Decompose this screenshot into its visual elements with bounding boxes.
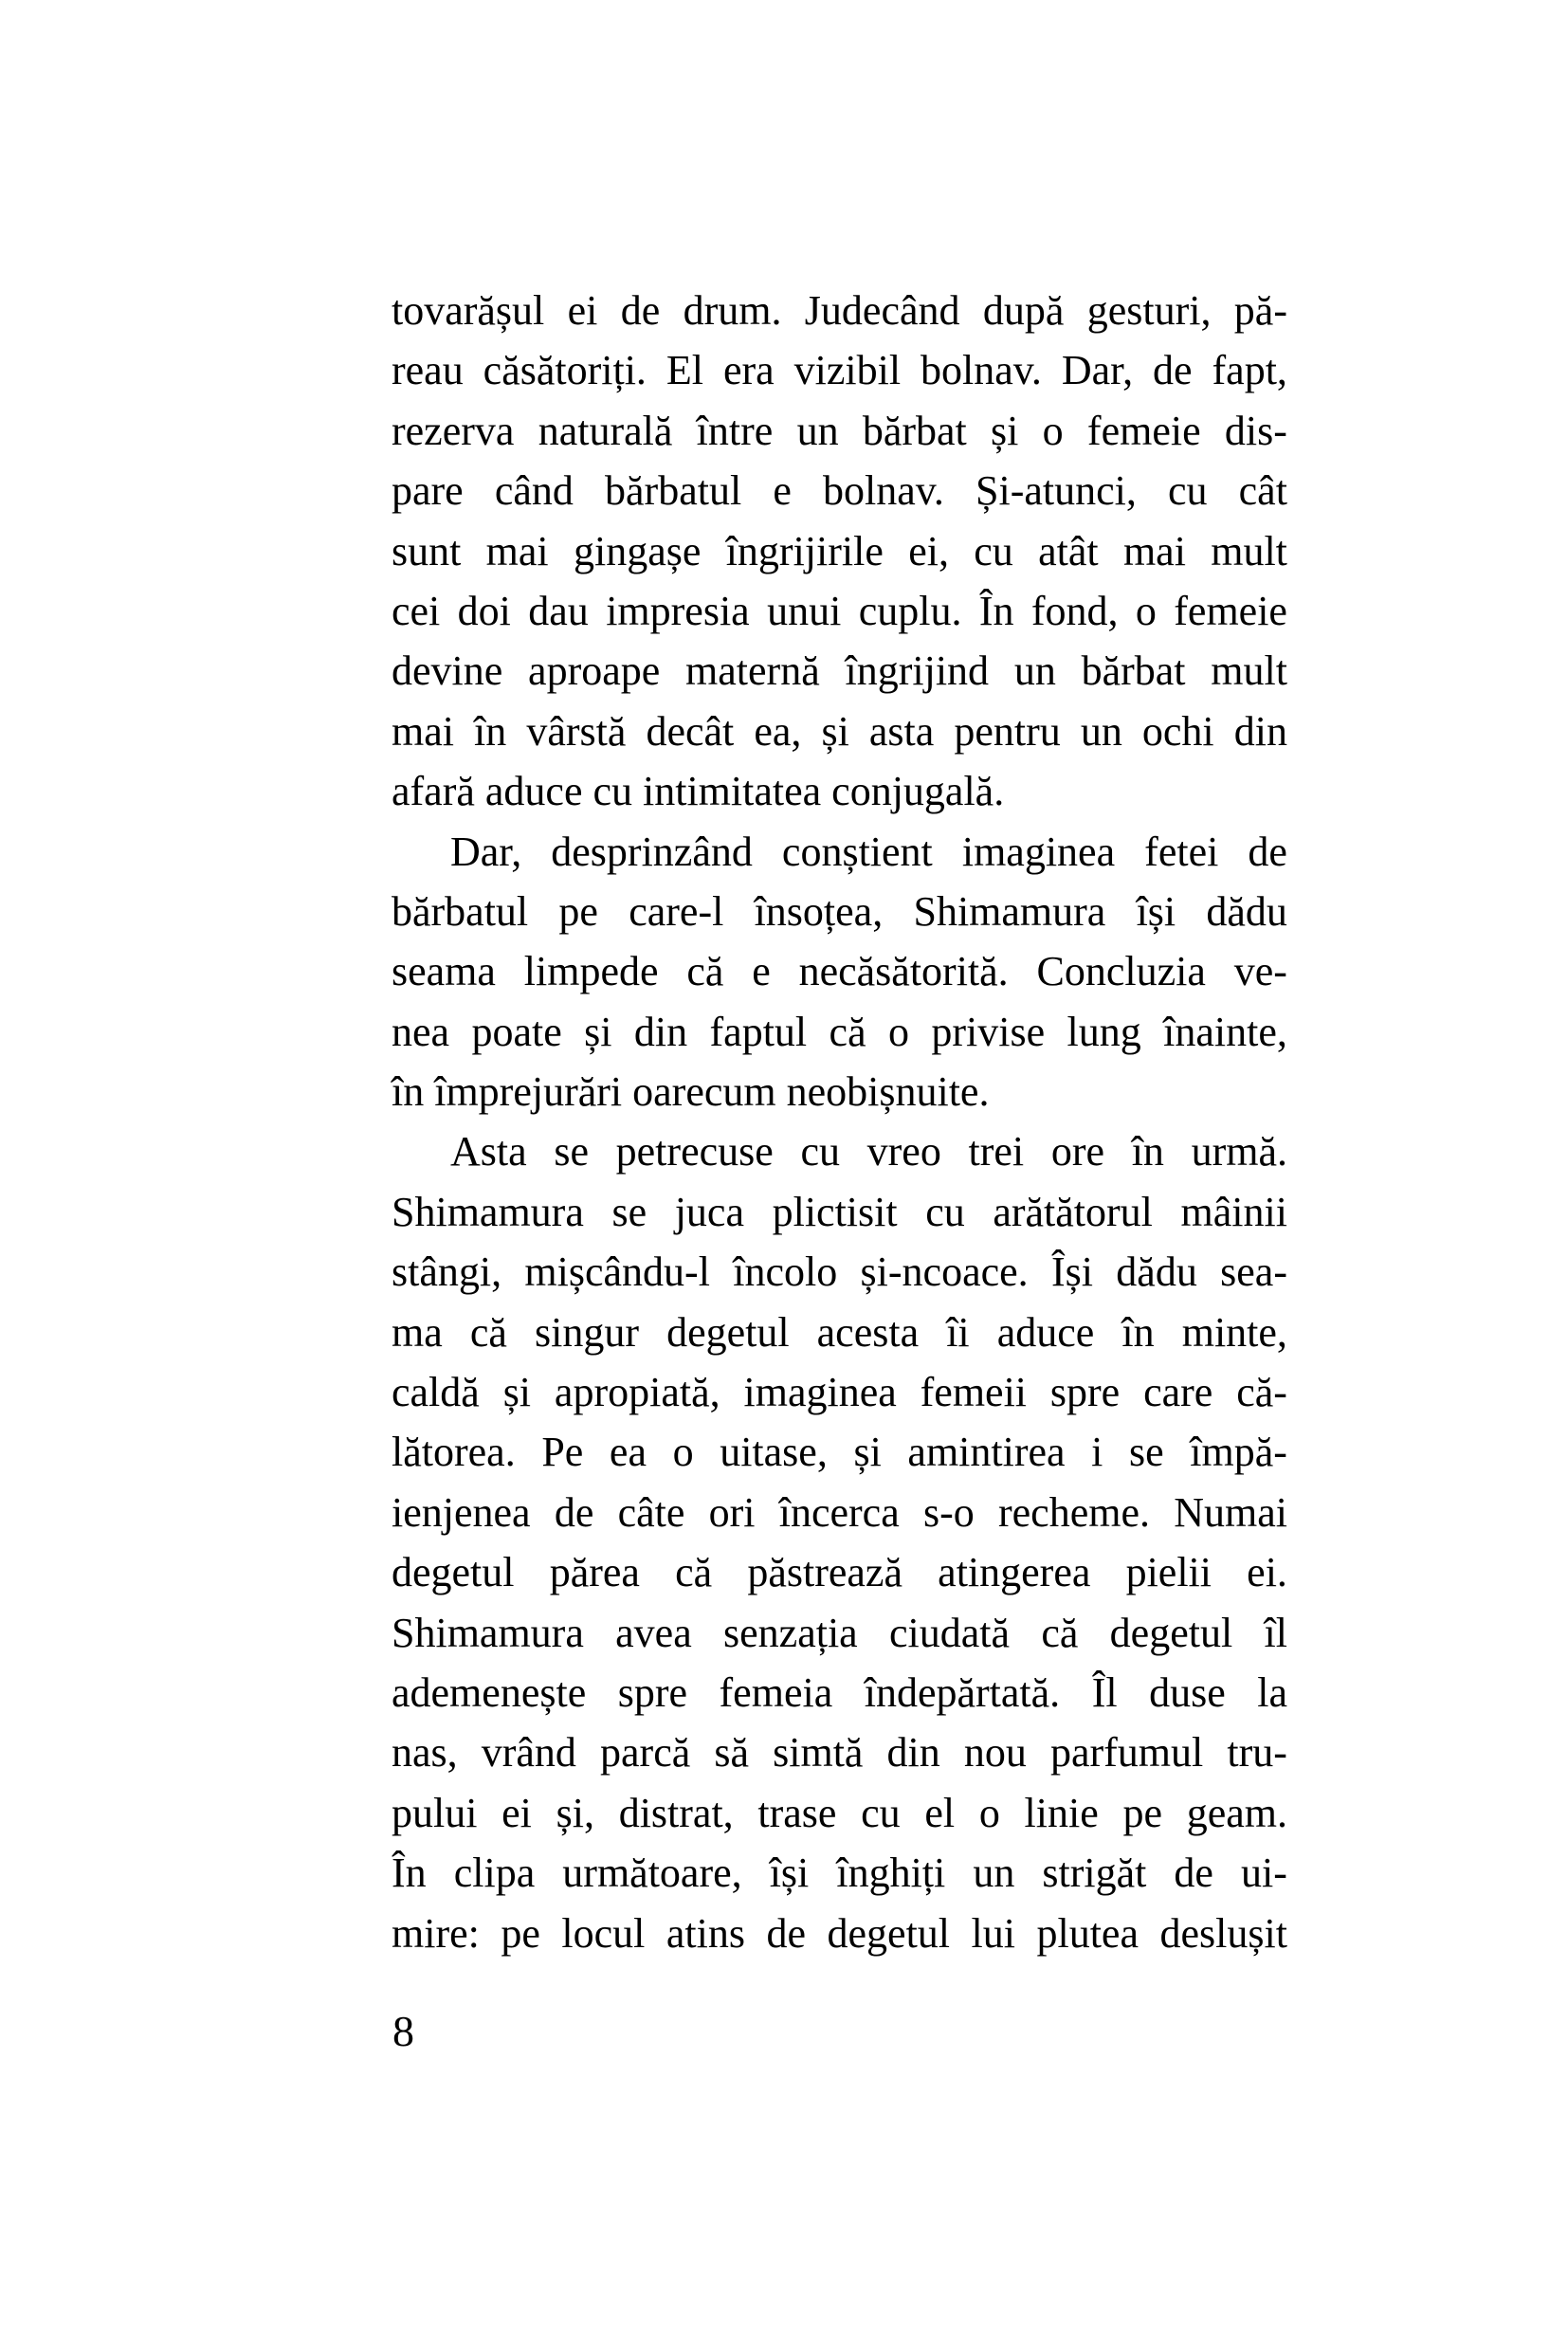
word: aduce — [996, 1308, 1095, 1356]
word: ochi — [1141, 707, 1214, 755]
word: cu — [1168, 467, 1208, 515]
word: și — [991, 407, 1019, 454]
word: care-l — [629, 887, 724, 935]
word: ore — [1050, 1128, 1105, 1176]
word: ui- — [1241, 1850, 1287, 1897]
word: ademenește — [392, 1668, 587, 1716]
word: seama — [392, 948, 496, 995]
text-line — [392, 521, 1287, 581]
text-line — [392, 340, 1287, 400]
word: Și-atunci, — [975, 467, 1137, 515]
word: geam. — [1186, 1789, 1287, 1836]
word: că- — [1236, 1369, 1287, 1416]
word: dis- — [1224, 407, 1287, 454]
word: mai — [485, 527, 549, 574]
word: de — [766, 1909, 807, 1957]
word: vrând — [481, 1729, 576, 1777]
word: mai — [1122, 527, 1186, 574]
word: e — [752, 948, 771, 995]
word: vreo — [866, 1128, 941, 1176]
word: unui — [767, 587, 842, 634]
word: îndepărtată. — [864, 1668, 1061, 1716]
word: bărbatul — [605, 467, 742, 515]
word: fapt, — [1212, 347, 1287, 394]
word: impresia — [606, 587, 750, 634]
word: pe — [558, 887, 598, 935]
word: spre — [1049, 1369, 1121, 1416]
word: atins — [665, 1909, 745, 1957]
word: înghiți — [836, 1850, 946, 1897]
word: trase — [757, 1789, 837, 1836]
text-line-paragraph-start — [392, 1121, 1287, 1181]
text-line — [392, 461, 1287, 520]
word: se — [554, 1128, 589, 1176]
word: urmă. — [1191, 1128, 1287, 1176]
word: ma — [392, 1308, 443, 1356]
word: devine — [392, 647, 503, 695]
word: minte, — [1181, 1308, 1287, 1356]
word: faptul — [709, 1008, 808, 1055]
word: fetei — [1144, 828, 1219, 875]
word: în — [474, 707, 507, 755]
word: cu — [800, 1128, 840, 1176]
word: și-ncoace. — [860, 1248, 1029, 1296]
text-line — [392, 702, 1287, 761]
text-line — [392, 1303, 1287, 1362]
word: bărbatul — [392, 887, 529, 935]
word: din — [633, 1008, 688, 1055]
word: mâinii — [1180, 1188, 1287, 1235]
text-line-paragraph-end: în împrejurări oarecum neobișnuite. — [392, 1068, 990, 1116]
word: o — [888, 1008, 909, 1055]
word: însoțea, — [754, 887, 884, 935]
word: ciudată — [889, 1609, 1011, 1656]
text-line — [392, 1663, 1287, 1722]
word: de — [1248, 828, 1287, 875]
word: să — [714, 1729, 750, 1777]
word: ve- — [1233, 948, 1287, 995]
word: cuplu. — [858, 587, 962, 634]
word: parfumul — [1049, 1729, 1204, 1777]
word: necăsătorită. — [798, 948, 1009, 995]
word: În — [978, 587, 1014, 634]
word: degetul — [827, 1909, 951, 1957]
word: arătătorul — [993, 1188, 1153, 1235]
word: doi — [457, 587, 511, 634]
word: plutea — [1036, 1909, 1139, 1957]
word: împă- — [1190, 1429, 1287, 1476]
word: Shimamura — [392, 1188, 584, 1235]
word: nea — [392, 1008, 450, 1055]
word: se — [611, 1188, 647, 1235]
text-line — [392, 641, 1287, 701]
text-line — [392, 1483, 1287, 1542]
word: încolo — [733, 1248, 838, 1296]
text-line — [392, 401, 1287, 461]
text-line — [392, 882, 1287, 941]
word: limpede — [523, 948, 659, 995]
word: imaginea — [743, 1369, 897, 1416]
word: în — [1121, 1308, 1155, 1356]
word: Pe — [541, 1429, 584, 1476]
word: aproape — [528, 647, 661, 695]
word: un — [796, 407, 839, 454]
word: pentru — [954, 707, 1061, 755]
word: nas, — [392, 1729, 458, 1777]
word: își — [1136, 887, 1176, 935]
word: ea, — [754, 707, 802, 755]
word: simtă — [773, 1729, 864, 1777]
word: deslușit — [1159, 1909, 1287, 1957]
word: vizibil — [793, 347, 902, 394]
word: Îl — [1091, 1668, 1118, 1716]
word: când — [494, 467, 574, 515]
word: ei — [501, 1789, 532, 1836]
word: tovarășul — [392, 287, 545, 334]
word: locul — [561, 1909, 646, 1957]
word: bolnav. — [921, 347, 1042, 394]
word: bărbat — [862, 407, 967, 454]
word: juca — [674, 1188, 744, 1235]
word: și — [502, 1369, 532, 1416]
word: linie — [1024, 1789, 1099, 1836]
word: maternă — [685, 647, 820, 695]
word: plictisit — [772, 1188, 898, 1235]
word: clipa — [453, 1850, 536, 1897]
word: o — [1135, 587, 1157, 634]
word: încerca — [778, 1488, 900, 1536]
word: un — [1013, 647, 1056, 695]
word: duse — [1149, 1668, 1226, 1716]
word: cu — [974, 527, 1013, 574]
word: Shimamura — [392, 1609, 584, 1656]
word: că — [829, 1008, 866, 1055]
word: Dar, — [1061, 347, 1134, 394]
word: care — [1143, 1369, 1213, 1416]
word: el — [924, 1789, 956, 1836]
word: uitase, — [720, 1429, 828, 1476]
word: desprinzând — [551, 828, 753, 875]
word: Shimamura — [913, 887, 1106, 935]
word: naturală — [538, 407, 673, 454]
word: dădu — [1116, 1248, 1197, 1296]
word: dădu — [1206, 887, 1287, 935]
word: mai — [392, 707, 454, 755]
word: pielii — [1125, 1549, 1212, 1596]
word: s-o — [922, 1488, 975, 1536]
word: îi — [946, 1308, 970, 1356]
word: asta — [868, 707, 935, 755]
word: o — [672, 1429, 694, 1476]
word: conștient — [781, 828, 933, 875]
word: Judecând — [804, 287, 960, 334]
word: își — [769, 1850, 810, 1897]
word: câte — [617, 1488, 685, 1536]
word: reau — [392, 347, 464, 394]
word: lung — [1067, 1008, 1141, 1055]
word: privise — [931, 1008, 1046, 1055]
word: de — [1153, 347, 1193, 394]
word: între — [696, 407, 774, 454]
word: degetul — [392, 1549, 515, 1596]
word: trei — [968, 1128, 1025, 1176]
word: ori — [708, 1488, 756, 1536]
word: îngrijind — [845, 647, 990, 695]
word: pe — [501, 1909, 540, 1957]
word: acesta — [816, 1308, 920, 1356]
page-number: 8 — [392, 2007, 414, 2055]
word: ei — [567, 287, 598, 334]
text-block — [392, 281, 1287, 1963]
word: atingerea — [938, 1549, 1091, 1596]
word: de — [554, 1488, 594, 1536]
word: mult — [1211, 647, 1287, 695]
word: pă- — [1233, 287, 1287, 334]
word: cei — [392, 587, 441, 634]
word: rezerva — [392, 407, 515, 454]
word: apropiată, — [554, 1369, 720, 1416]
word: la — [1257, 1668, 1287, 1716]
word: atât — [1038, 527, 1099, 574]
word: din — [1233, 707, 1287, 755]
word: era — [722, 347, 775, 394]
word: o — [1042, 407, 1064, 454]
word: că — [469, 1308, 507, 1356]
word: strigăt — [1042, 1850, 1147, 1897]
text-line — [392, 1182, 1287, 1242]
word: decât — [646, 707, 735, 755]
word: amintirea — [907, 1429, 1066, 1476]
word: și — [853, 1429, 882, 1476]
word: recheme. — [998, 1488, 1150, 1536]
word: degetul — [1109, 1609, 1233, 1656]
word: e — [773, 467, 792, 515]
word: i — [1091, 1429, 1103, 1476]
word: ea — [609, 1429, 647, 1476]
text-line — [392, 1362, 1287, 1422]
word: Numai — [1174, 1488, 1287, 1536]
word: din — [886, 1729, 940, 1777]
word: fond, — [1030, 587, 1119, 634]
word: următoare, — [562, 1850, 742, 1897]
text-line-paragraph-end: afară aduce cu intimitatea conjugală. — [392, 768, 1005, 815]
word: parcă — [600, 1729, 691, 1777]
word: îl — [1264, 1609, 1287, 1656]
word: bolnav. — [822, 467, 944, 515]
word: și — [821, 707, 849, 755]
word: senzația — [723, 1609, 858, 1656]
word: femeie — [1174, 587, 1287, 634]
word: mișcându-l — [524, 1248, 710, 1296]
word: drum. — [683, 287, 782, 334]
text-line — [392, 1242, 1287, 1302]
word: femeii — [920, 1369, 1028, 1416]
text-line — [392, 1904, 1287, 1963]
word: singur — [534, 1308, 639, 1356]
word: ienjenea — [392, 1488, 531, 1536]
word: poate — [471, 1008, 562, 1055]
word: spre — [617, 1668, 688, 1716]
word: un — [973, 1850, 1015, 1897]
word: înainte, — [1163, 1008, 1287, 1055]
word: Concluzia — [1036, 948, 1206, 995]
text-line — [392, 1603, 1287, 1663]
text-line-paragraph-start — [392, 822, 1287, 882]
word: că — [675, 1549, 713, 1596]
word: nou — [963, 1729, 1027, 1777]
word: se — [1129, 1429, 1164, 1476]
word: părea — [549, 1549, 640, 1596]
text-line — [392, 1542, 1287, 1602]
word: gesturi, — [1086, 287, 1212, 334]
word: de — [1174, 1850, 1213, 1897]
word: cu — [861, 1789, 901, 1836]
word: femeie — [1086, 407, 1201, 454]
word: El — [665, 347, 703, 394]
word: cu — [925, 1188, 965, 1235]
word: caldă — [392, 1369, 480, 1416]
word: după — [982, 287, 1065, 334]
word: o — [978, 1789, 1000, 1836]
word: femeia — [719, 1668, 833, 1716]
word: căsătoriți. — [483, 347, 647, 394]
word: Dar, — [450, 828, 522, 875]
word: degetul — [666, 1308, 790, 1356]
word: că — [686, 948, 724, 995]
word: mire: — [392, 1909, 480, 1957]
word: ei. — [1247, 1549, 1287, 1596]
word: vârstă — [526, 707, 627, 755]
text-line — [392, 1843, 1287, 1903]
word: stângi, — [392, 1248, 502, 1296]
word: distrat, — [618, 1789, 734, 1836]
word: îngrijirile — [725, 527, 884, 574]
word: În — [392, 1850, 427, 1897]
word: bărbat — [1081, 647, 1186, 695]
text-line — [392, 1783, 1287, 1843]
word: lui — [971, 1909, 1015, 1957]
word: și — [584, 1008, 612, 1055]
text-line — [392, 1002, 1287, 1062]
word: dau — [528, 587, 589, 634]
word: gingașe — [573, 527, 702, 574]
word: și, — [556, 1789, 594, 1836]
word: petrecuse — [615, 1128, 774, 1176]
word: ei, — [908, 527, 949, 574]
word: sunt — [392, 527, 462, 574]
word: pare — [392, 467, 464, 515]
text-line — [392, 1422, 1287, 1482]
word: cât — [1238, 467, 1287, 515]
text-line — [392, 281, 1287, 340]
text-line — [392, 941, 1287, 1001]
word: imaginea — [961, 828, 1116, 875]
word: sea- — [1220, 1248, 1287, 1296]
word: în — [1131, 1128, 1164, 1176]
word: mult — [1211, 527, 1287, 574]
word: pului — [392, 1789, 478, 1836]
word: tru- — [1227, 1729, 1287, 1777]
text-line — [392, 1722, 1287, 1782]
word: Asta — [450, 1128, 527, 1176]
word: Își — [1050, 1248, 1093, 1296]
word: un — [1080, 707, 1122, 755]
word: pe — [1122, 1789, 1162, 1836]
word: păstrează — [747, 1549, 903, 1596]
text-line — [392, 581, 1287, 641]
word: că — [1041, 1609, 1079, 1656]
word: avea — [615, 1609, 692, 1656]
word: de — [620, 287, 661, 334]
word: lătorea. — [392, 1429, 516, 1476]
